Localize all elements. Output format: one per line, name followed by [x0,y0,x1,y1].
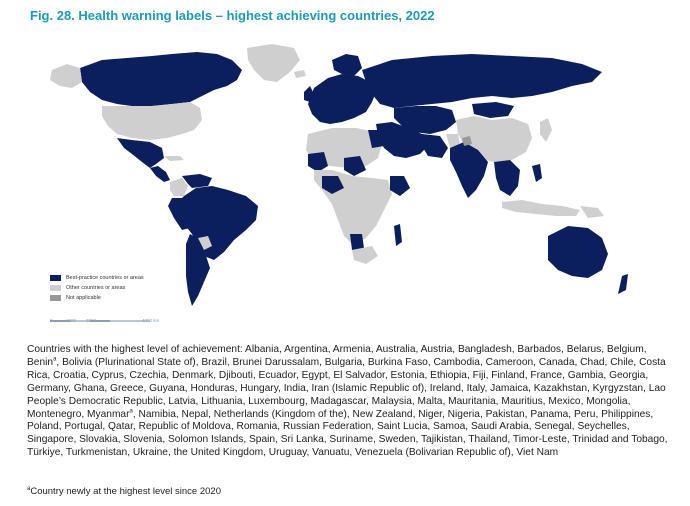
region-alaska [50,64,82,88]
scale-label: 2000 [86,318,97,323]
region-mexico [117,138,164,168]
region-new-zealand [618,274,628,294]
region-russia [362,54,602,108]
region-iceland [294,70,306,78]
legend-swatch [50,275,61,281]
region-usa [102,102,202,140]
scale-label: 4000 km [142,318,160,323]
region-mongolia [472,102,514,118]
region-colombia [170,178,188,196]
region-philippines [532,164,542,182]
region-namibia [350,234,364,250]
legend-swatch [50,295,61,301]
scale-bar [50,312,160,334]
map-legend [50,273,144,303]
region-iran [422,134,448,158]
region-png [580,206,604,218]
region-central-america [150,166,170,182]
region-southeast-asia [494,160,520,196]
region-ethiopia [390,176,410,196]
region-madagascar [394,224,402,246]
region-cuba [164,156,184,161]
legend-label: Not applicable [66,295,101,301]
legend-label: Other countries or areas [66,285,126,291]
scale-label: 0 [50,318,53,323]
region-japan [540,118,552,142]
region-scandinavia [332,54,362,76]
legend-item [50,293,144,303]
legend-label: Best-practice countries or areas [66,275,144,281]
scale-label: 1000 [66,318,77,323]
region-greenland [247,44,300,82]
region-indonesia [502,200,580,216]
figure-title: Fig. 28. Health warning labels – highest achieving countries, 2022 [30,8,435,23]
region-australia [548,226,608,278]
legend-swatch [50,285,61,291]
footnote: $^a$Country newly at the highest level since 2020 [27,485,221,497]
legend-item [50,273,144,283]
country-list: Countries with the highest level of achievement: Albania, Argentina, Armenia, Australia, Austria, Bangladesh, Barbados, Belarus, Belgium, Benin$^a$, Bolivia (Plurinational State of), Brazil, Brunei Darussalam, Bulgaria, Burkina Faso, Cambodia, Cameroon, Canada, Chad, Chile, Costa Rica, Croatia, Cyprus, Czechia, Denmark, Djibouti, Ecuador, Egypt, El Salvador, Estonia, Ethiopia, Fiji, Finland, France, Gambia, Georgia, Germany, Ghana, Greece, Guyana, Honduras, Hungary, India, Iran (Islamic Republic of), Ireland, Italy, Jamaica, Kazakhstan, Kyrgyzstan, Lao People’s Democratic Republic, Latvia, Lithuania, Luxembourg, Madagascar, Malaysia, Malta, Mauritania, Mauritius, Mexico, Mongolia, Montenegro, Myanmar$^a$, Namibia, Nepal, Netherlands (Kingdom of the), New Zealand, Niger, Nigeria, Pakistan, Panama, Peru, Philippines, Poland, Portugal, Qatar, Republic of Moldova, Romania, Russian Federation, Saint Lucia, Samoa, Saudi Arabia, Senegal, Seychelles, Singapore, Slovakia, Slovenia, Solomon Islands, Spain, Sri Lanka, Suriname, Sweden, Tajikistan, Thailand, Timor-Leste, Trinidad and Tobago, Türkiye, Turkmenistan, Ukraine, the United Kingdom, Uruguay, Vanuatu, Venezuela (Bolivarian Republic of), Viet Nam [27,344,668,459]
world-map [32,30,660,336]
region-europe [308,74,376,124]
region-canada [80,52,242,106]
legend-item [50,283,144,293]
